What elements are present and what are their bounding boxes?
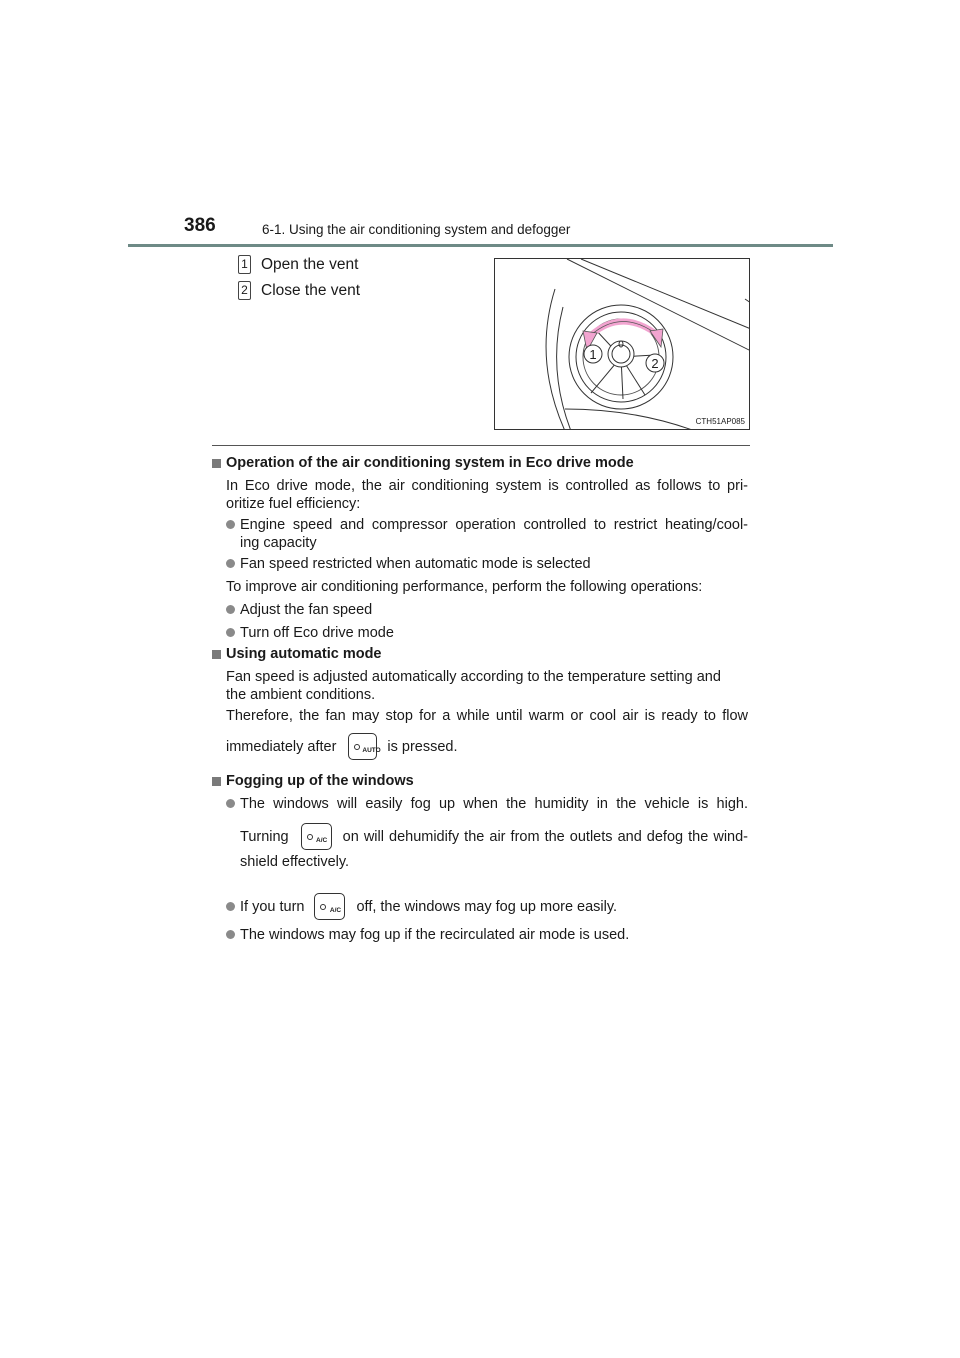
fog-bullet-3 xyxy=(226,926,748,944)
auto-para-1 xyxy=(226,668,748,704)
heading-text: Using automatic mode xyxy=(226,646,382,662)
button-label: AUTO xyxy=(362,746,381,754)
text-fragment: off, the windows may fog up more easily. xyxy=(356,898,618,915)
divider xyxy=(212,445,750,446)
button-label: A/C xyxy=(329,906,342,914)
indicator-icon xyxy=(354,744,360,750)
bullet-icon xyxy=(226,799,235,808)
text-line: In Eco drive mode, the air conditioning system is controlled as follows to pri- xyxy=(226,478,748,494)
text-line: ing capacity xyxy=(240,535,317,551)
text-line: Fan speed is adjusted automatically according to the temperature setting and xyxy=(226,669,721,685)
fog-bullet-1-line-2 xyxy=(240,823,748,850)
page-number: 386 xyxy=(184,215,216,236)
text-fragment: If you turn xyxy=(240,898,305,915)
eco-bullet-1 xyxy=(226,516,748,552)
text-fragment: immediately after xyxy=(226,738,337,755)
step-1 xyxy=(238,255,358,274)
bullet-icon xyxy=(226,902,235,911)
step-number: 1 xyxy=(238,255,251,274)
indicator-icon xyxy=(307,834,313,840)
square-bullet-icon xyxy=(212,650,221,659)
auto-button-icon xyxy=(348,733,381,760)
fog-bullet-1-line-3: shield effectively. xyxy=(240,854,350,870)
eco-bullet-2 xyxy=(226,555,748,573)
eco-bullet-4 xyxy=(226,624,748,642)
vent-illustration xyxy=(494,258,750,430)
bullet-icon xyxy=(226,628,235,637)
square-bullet-icon xyxy=(212,459,221,468)
text-line: The windows will easily fog up when the humidity in the vehicle is high. xyxy=(240,796,748,812)
callout-1: 1 xyxy=(589,347,597,362)
step-text: Open the vent xyxy=(261,255,359,273)
ac-button-icon xyxy=(314,893,345,920)
figure-code: CTH51AP085 xyxy=(695,417,745,426)
text-line: Therefore, the fan may stop for a while until warm or cool air is ready to flow xyxy=(226,708,748,724)
button-label: A/C xyxy=(316,836,328,844)
text-line: oritize fuel efficiency: xyxy=(226,496,361,512)
fog-heading xyxy=(212,773,414,789)
callout-2: 2 xyxy=(651,356,659,371)
bullet-icon xyxy=(226,559,235,568)
text-fragment: Turning xyxy=(240,828,289,845)
eco-improve: To improve air conditioning performance, perform the following operations: xyxy=(226,579,703,595)
text-line: Turn off Eco drive mode xyxy=(240,625,394,641)
text-line: the ambient conditions. xyxy=(226,687,376,703)
step-number: 2 xyxy=(238,281,251,300)
vent-drawing xyxy=(495,259,750,430)
square-bullet-icon xyxy=(212,777,221,786)
bullet-icon xyxy=(226,520,235,529)
auto-para-2-line-2 xyxy=(226,733,748,760)
fog-bullet-2 xyxy=(226,893,748,920)
auto-para-2 xyxy=(226,707,748,725)
step-text: Close the vent xyxy=(261,281,361,299)
indicator-icon xyxy=(320,904,326,910)
text-fragment: is pressed. xyxy=(387,738,458,755)
text-fragment: on will dehumidify the air from the outlets and defog the wind- xyxy=(342,828,748,845)
eco-intro xyxy=(226,477,748,513)
heading-text: Fogging up of the windows xyxy=(226,773,414,789)
ac-button-icon xyxy=(301,823,332,850)
text-line: Adjust the fan speed xyxy=(240,602,373,618)
text-line: The windows may fog up if the recirculated air mode is used. xyxy=(240,927,630,943)
heading-text: Operation of the air conditioning system in Eco drive mode xyxy=(226,455,634,471)
header-rule xyxy=(128,244,833,247)
step-2 xyxy=(238,281,360,300)
eco-heading xyxy=(212,455,634,471)
fog-bullet-1 xyxy=(226,795,748,813)
eco-bullet-3 xyxy=(226,601,748,619)
bullet-icon xyxy=(226,605,235,614)
text-line: Engine speed and compressor operation controlled to restrict heating/cool- xyxy=(240,517,748,533)
section-title: 6-1. Using the air conditioning system and defogger xyxy=(262,222,571,237)
text-line: Fan speed restricted when automatic mode is selected xyxy=(240,556,591,572)
auto-heading xyxy=(212,646,382,662)
bullet-icon xyxy=(226,930,235,939)
